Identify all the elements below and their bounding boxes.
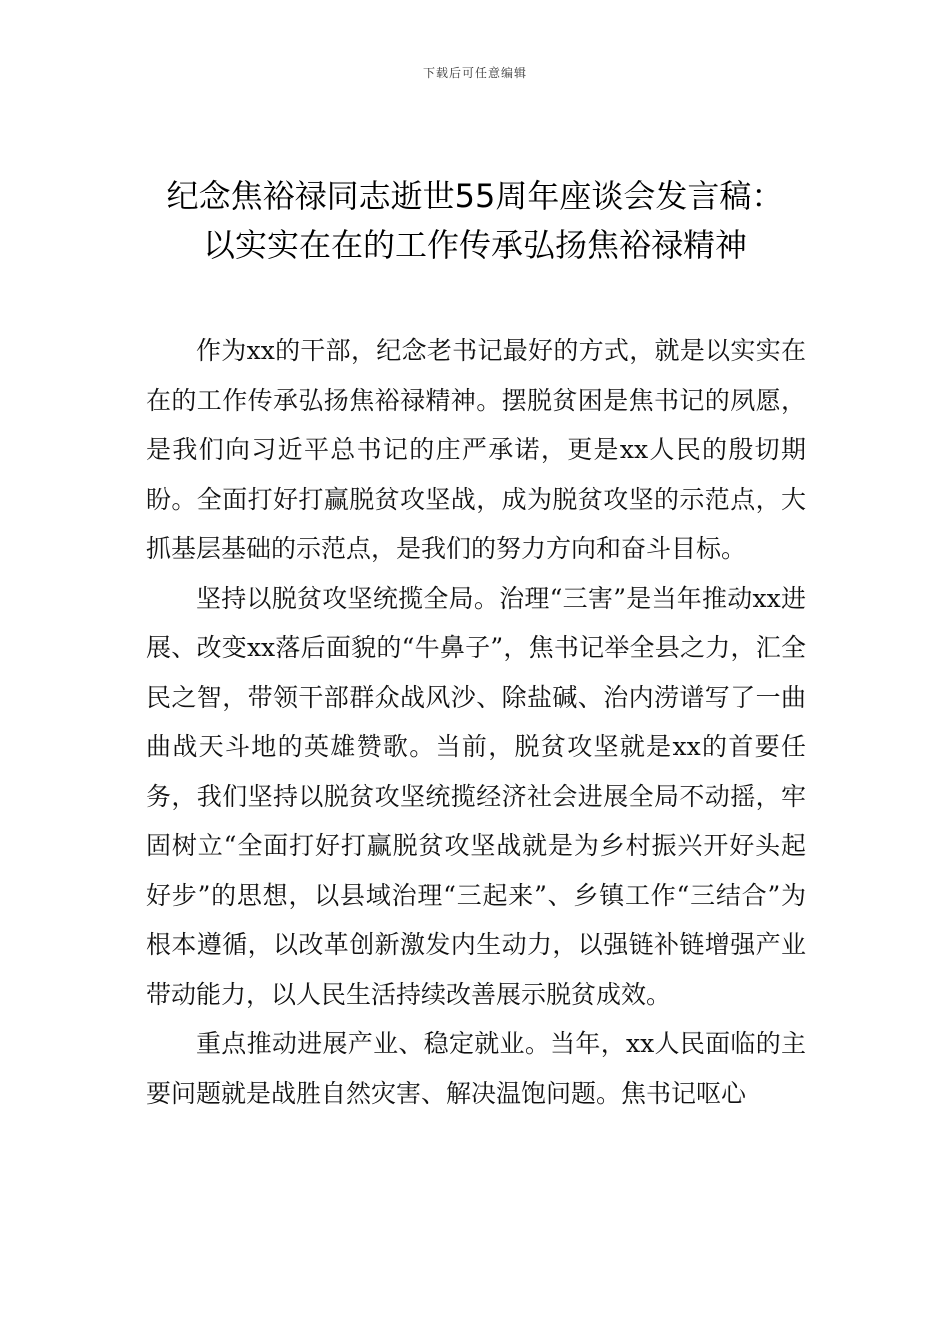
- title-line-2: 以实实在在的工作传承弘扬焦裕禄精神: [202, 226, 747, 264]
- document-title: [60, 172, 890, 270]
- paragraph-3: 重点推动进展产业、稳定就业。当年，xx人民面临的主要问题就是战胜自然灾害、解决温饱问题。焦书记呕心: [146, 1029, 806, 1108]
- paragraph-2: 坚持以脱贫攻坚统揽全局。治理“三害”是当年推动xx进展、改变xx落后面貌的“牛鼻子”，焦书记举全县之力，汇全民之智，带领干部群众战风沙、除盐碱、治内涝谱写了一曲曲战天斗地的英雄赞歌。当前，脱贫攻坚就是xx的首要任务，我们坚持以脱贫攻坚统揽经济社会进展全局不动摇，牢固树立“全面打好打赢脱贫攻坚战就是为乡村振兴开好头起好步”的思想，以县域治理“三起来”、乡镇工作“三结合”为根本遵循，以改革创新激发内生动力，以强链补链增强产业带动能力，以人民生活持续改善展示脱贫成效。: [146, 583, 806, 1009]
- document-body: [146, 326, 806, 1118]
- header-note: 下载后可任意编辑: [422, 66, 527, 80]
- paragraph-1: 作为xx的干部，纪念老书记最好的方式，就是以实实在在的工作传承弘扬焦裕禄精神。摆脱贫困是焦书记的夙愿，是我们向习近平总书记的庄严承诺，更是xx人民的殷切期盼。全面打好打赢脱贫攻坚战，成为脱贫攻坚的示范点，大抓基层基础的示范点，是我们的努力方向和奋斗目标。: [146, 336, 806, 563]
- title-line-1: 纪念焦裕禄同志逝世55周年座谈会发言稿：: [166, 177, 784, 215]
